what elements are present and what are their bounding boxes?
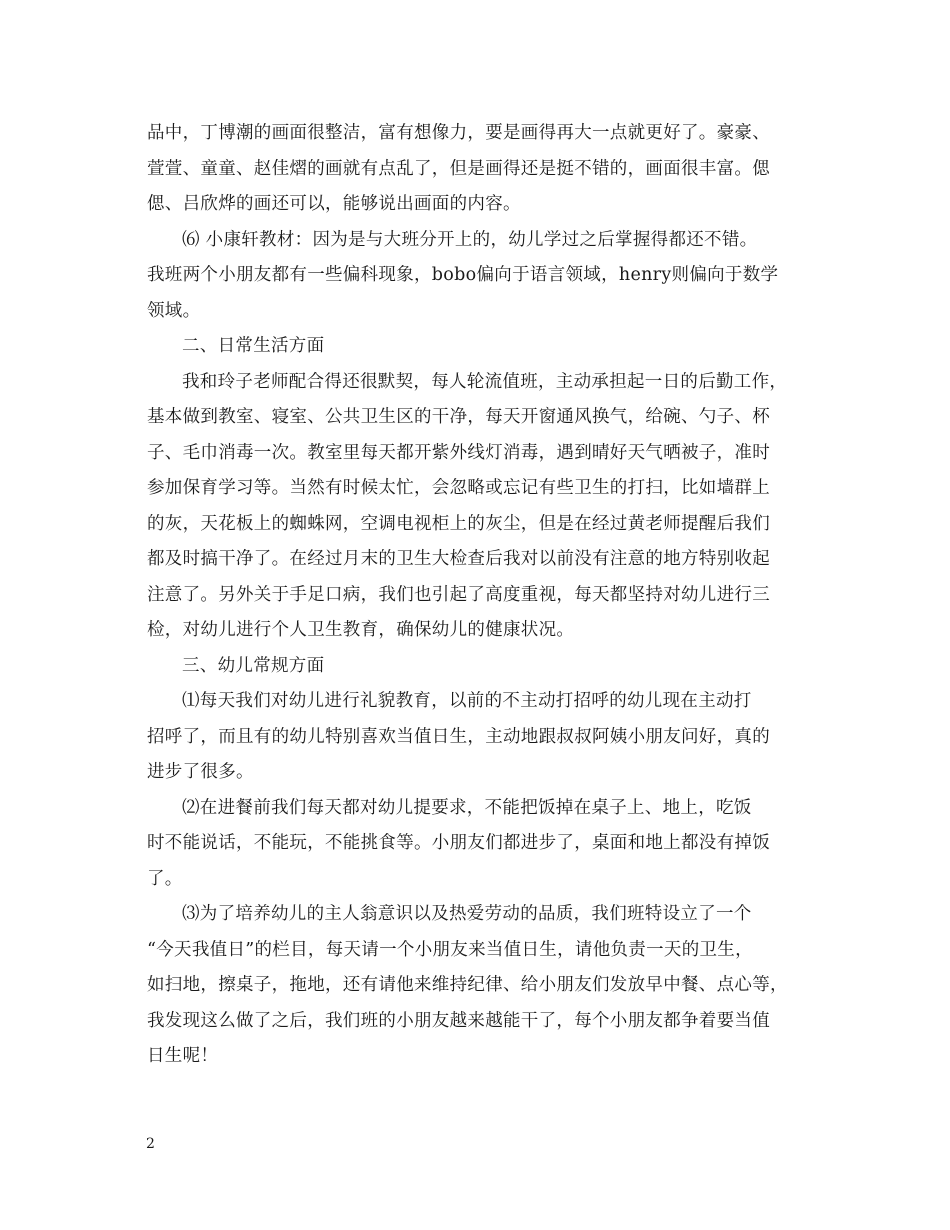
text-line: 三、幼儿常规方面 — [182, 655, 325, 676]
text-line: 时不能说话，不能玩，不能挑食等。小朋友们都进步了，桌面和地上都没有掉饭 — [147, 833, 770, 853]
text-line: 进步了很多。 — [147, 762, 254, 782]
text-line: ⑶为了培养幼儿的主人翁意识以及热爱劳动的品质，我们班特设立了一个 — [182, 904, 752, 924]
document-body — [147, 116, 807, 1075]
text-line: 我班两个小朋友都有一些偏科现象，bobo偏向于语言领域，henry则偏向于数学 — [147, 265, 779, 285]
text-line: ⑵在进餐前我们每天都对幼儿提要求，不能把饭掉在桌子上、地上，吃饭 — [182, 797, 752, 818]
text-line: 基本做到教室、寝室、公共卫生区的干净，每天开窗通风换气，给碗、勺子、杯 — [147, 407, 770, 427]
text-line: 注意了。另外关于手足口病，我们也引起了高度重视，每天都坚持对幼儿进行三 — [147, 584, 770, 605]
text-line: 领域。 — [147, 300, 201, 321]
text-line: 了。 — [147, 868, 183, 889]
page-number: 2 — [146, 1136, 155, 1152]
text-line: 子、毛巾消毒一次。教室里每天都开紫外线灯消毒，遇到晴好天气晒被子，准时 — [147, 442, 770, 463]
text-line: 萱萱、童童、赵佳熠的画就有点乱了，但是画得还是挺不错的，画面很丰富。偲 — [147, 158, 770, 179]
text-line: 日生呢！ — [147, 1046, 219, 1066]
text-line: 偲、吕欣烨的画还可以，能够说出画面的内容。 — [147, 194, 521, 214]
text-line: 的灰，天花板上的蜘蛛网，空调电视柜上的灰尘，但是在经过黄老师提醒后我们 — [147, 513, 770, 534]
text-line: 参加保育学习等。当然有时候太忙，会忽略或忘记有些卫生的打扫，比如墙群上 — [147, 478, 770, 498]
text-line: 二、日常生活方面 — [182, 336, 325, 356]
text-line: 我和玲子老师配合得还很默契，每人轮流值班，主动承担起一日的后勤工作， — [182, 371, 788, 392]
text-line: 都及时搞干净了。在经过月末的卫生大检查后我对以前没有注意的地方特别收起 — [147, 549, 770, 569]
text-line: ⑴每天我们对幼儿进行礼貌教育，以前的不主动打招呼的幼儿现在主动打 — [182, 691, 752, 711]
text-line: 品中，丁博潮的画面很整洁，富有想像力，要是画得再大一点就更好了。豪豪、 — [147, 123, 770, 143]
text-line: 我发现这么做了之后，我们班的小朋友越来越能干了，每个小朋友都争着要当值 — [147, 1010, 770, 1031]
text-line: 检，对幼儿进行个人卫生教育，确保幼儿的健康状况。 — [147, 620, 575, 640]
text-line: “今天我值日”的栏目，每天请一个小朋友来当值日生，请他负责一天的卫生， — [147, 939, 753, 960]
text-line: 招呼了，而且有的幼儿特别喜欢当值日生，主动地跟叔叔阿姨小朋友问好，真的 — [147, 726, 770, 747]
text-line: ⑹ 小康轩教材：因为是与大班分开上的，幼儿学过之后掌握得都还不错。 — [182, 229, 758, 250]
text-line: 如扫地，擦桌子，拖地，还有请他来维持纪律、给小朋友们发放早中餐、点心等， — [147, 975, 788, 995]
